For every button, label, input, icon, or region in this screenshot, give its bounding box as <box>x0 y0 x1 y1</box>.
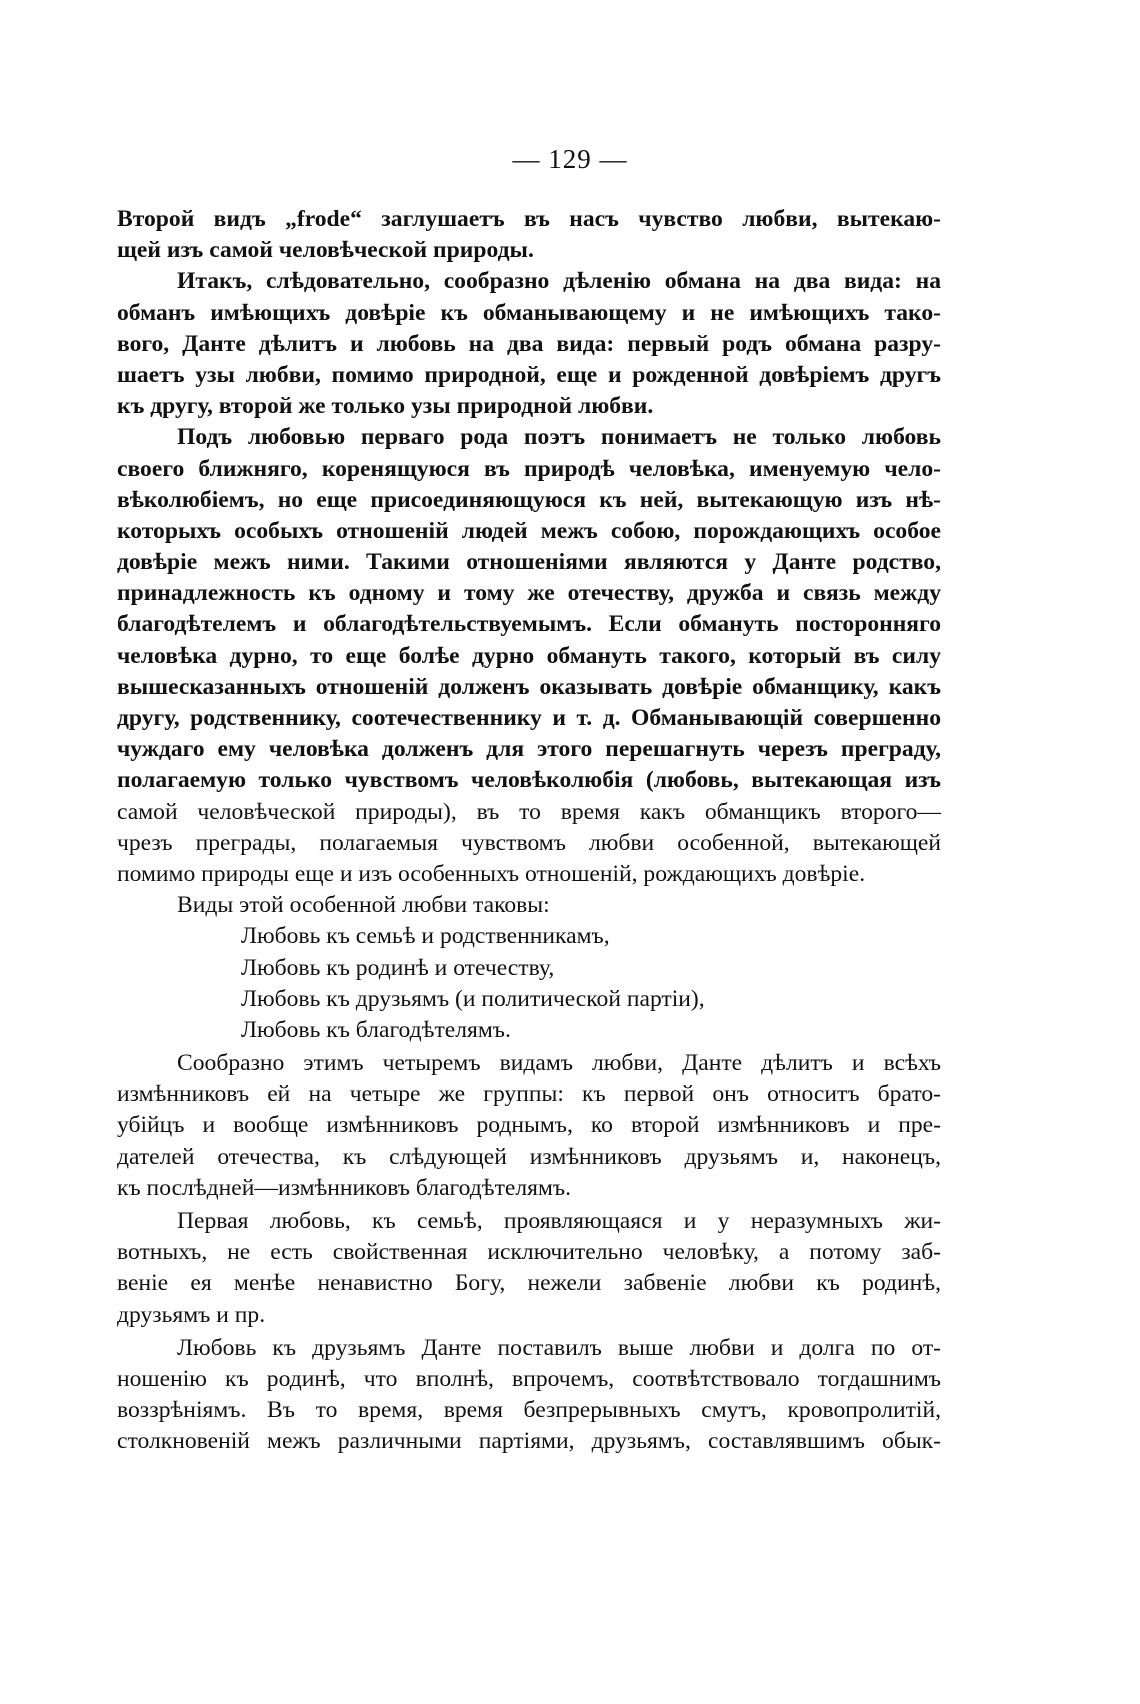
text-line: дателей отечества, къ слѣдующей измѣнниковъ друзьямъ и, наконецъ, <box>117 1143 941 1170</box>
text-line: другу, родственнику, соотечественнику и т. д. Обманывающій совершенно <box>117 705 941 731</box>
text-line: вотныхъ, не есть свойственная исключительно человѣку, а потому заб- <box>117 1239 941 1266</box>
text-line: измѣнниковъ ей на четыре же группы: къ первой онъ относитъ брато- <box>117 1081 941 1108</box>
text-line: которыхъ особыхъ отношеній людей межъ собою, порождающихъ особое <box>117 517 941 544</box>
paragraph <box>117 1206 941 1331</box>
list-item: Любовь къ друзьямъ (и политической партіи), <box>241 985 705 1012</box>
text-line: Итакъ, слѣдовательно, сообразно дѣленію обмана на два вида: на <box>177 268 941 295</box>
text-line: къ другу, второй же только узы природной любви. <box>117 393 654 420</box>
text-line: помимо природы еще и изъ особенныхъ отношеній, рождающихъ довѣріе. <box>117 860 866 887</box>
love-types-list <box>117 921 941 1046</box>
text-line: самой человѣческой природы), въ то время какъ обманщикъ второго— <box>117 798 941 825</box>
paragraph <box>117 422 941 890</box>
text-line: вышесказанныхъ отношеній долженъ оказывать довѣріе обманщику, какъ <box>117 673 941 700</box>
list-item: Любовь къ благодѣтелямъ. <box>241 1016 511 1043</box>
paragraph <box>117 890 941 921</box>
text-line: Второй видъ „frode“ заглушаетъ въ насъ чувство любви, вытекаю- <box>117 206 941 232</box>
text-line: довѣріе межъ ними. Такими отношеніями являются у Данте родство, <box>117 549 941 576</box>
text-line: Любовь къ друзьямъ Данте поставилъ выше любви и долга по от- <box>177 1334 941 1361</box>
text-line: вѣколюбіемъ, но еще присоединяющуюся къ ней, вытекающую изъ нѣ- <box>117 486 941 513</box>
text-line: чуждаго ему человѣка долженъ для этого перешагнуть черезъ преграду, <box>117 736 941 763</box>
text-line: полагаемую только чувствомъ человѣколюбія (любовь, вытекающая изъ <box>117 767 941 794</box>
text-line: столкновеній межъ различными партіями, друзьямъ, составлявшимъ обык- <box>117 1428 941 1455</box>
text-line: къ послѣдней—измѣнниковъ благодѣтелямъ. <box>117 1174 572 1201</box>
text-line: принадлежность къ одному и тому же отечеству, дружба и связь между <box>117 580 941 607</box>
text-body <box>117 204 941 1458</box>
text-line: Виды этой особенной любви таковы: <box>177 892 550 919</box>
page-number: — 129 — <box>512 144 628 174</box>
text-line: своего ближняго, коренящуюся въ природѣ человѣка, именуемую чело- <box>117 455 941 482</box>
text-line: обманъ имѣющихъ довѣріе къ обманывающему и не имѣющихъ тако- <box>117 299 941 326</box>
text-line: благодѣтелемъ и облагодѣтельствуемымъ. Если обмануть посторонняго <box>117 611 941 638</box>
text-line: шаетъ узы любви, помимо природной, еще и рожденной довѣріемъ другъ <box>117 361 941 388</box>
text-line: Сообразно этимъ четыремъ видамъ любви, Данте дѣлитъ и всѣхъ <box>177 1050 941 1077</box>
text-line: вого, Данте дѣлитъ и любовь на два вида: первый родъ обмана разру- <box>117 330 941 357</box>
paragraph <box>117 266 941 422</box>
text-line: щей изъ самой человѣческой природы. <box>117 237 534 264</box>
paragraph <box>117 204 941 266</box>
text-line: чрезъ преграды, полагаемыя чувствомъ любви особенной, вытекающей <box>117 829 941 856</box>
text-line: человѣка дурно, то еще болѣе дурно обмануть такого, который въ силу <box>117 642 941 669</box>
text-line: воззрѣніямъ. Въ то время, время безпрерывныхъ смутъ, кровопролитій, <box>117 1397 941 1424</box>
paragraph <box>117 1333 941 1458</box>
text-line: убійцъ и вообще измѣнниковъ роднымъ, ко второй измѣнниковъ и пре- <box>117 1112 941 1139</box>
text-line: Первая любовь, къ семьѣ, проявляющаяся и у неразумныхъ жи- <box>177 1208 941 1234</box>
list-item: Любовь къ родинѣ и отечеству, <box>241 954 555 981</box>
text-line: друзьямъ и пр. <box>117 1301 266 1328</box>
text-line: веніе ея менѣе ненавистно Богу, нежели забвеніе любви къ родинѣ, <box>117 1270 941 1297</box>
text-line: Подъ любовью перваго рода поэтъ понимаетъ не только любовь <box>177 424 941 451</box>
text-line: ношенію къ родинѣ, что вполнѣ, впрочемъ, соотвѣтствовало тогдашнимъ <box>117 1365 941 1392</box>
list-item: Любовь къ семьѣ и родственникамъ, <box>241 923 610 950</box>
paragraph <box>117 1048 941 1204</box>
